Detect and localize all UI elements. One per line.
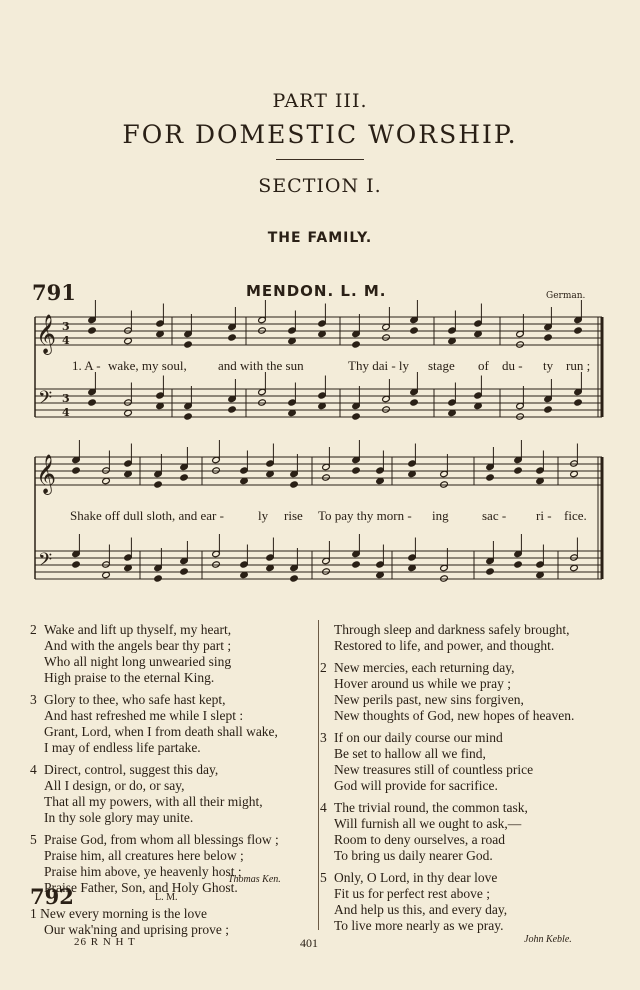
lyric: rise <box>284 508 303 523</box>
column-divider <box>318 620 319 930</box>
lyric: run ; <box>566 358 591 373</box>
staff-lines <box>35 317 602 579</box>
svg-text:3: 3 <box>62 320 70 333</box>
stanza-3: 3 If on our daily course our mind Be set to hallow all we find, New treasures still of countless price God will provide for sacrifice. <box>320 730 534 793</box>
author-attribution: John Keble. <box>524 934 572 945</box>
lyric: Shake off dull sloth, and ear - <box>70 508 224 523</box>
treble-clef-icon: 𝄞 <box>36 454 57 494</box>
stanza-4: 4 Direct, control, suggest this day, All I design, or do, or say, That all my powers, with all their might, In thy sole glory may unite. <box>30 762 263 825</box>
lyric: du - <box>502 358 523 373</box>
stanza-2: 2 Wake and lift up thyself, my heart, And with the angels bear thy part ; Who all night long unwearied sing High praise to the eternal King. <box>30 622 232 685</box>
lyric: ing <box>432 508 449 523</box>
stanza-5: 5 Only, O Lord, in thy dear love Fit us for perfect rest above ; And help us this, and every day, To live more nearly as we pray. <box>320 870 508 933</box>
lyric: To pay thy morn - <box>318 508 412 523</box>
tune-name: MENDON. L. M. <box>246 282 387 300</box>
stanza-3: 3 Glory to thee, who safe hast kept, And hast refreshed me while I slept : Grant, Lord, when I from death shall wake, I may of endless life partake. <box>30 692 278 755</box>
verses-right-column <box>320 622 610 940</box>
subject-heading: THE FAMILY. <box>267 230 373 246</box>
treble-clef-icon: 𝄞 <box>36 314 57 354</box>
lyric: sac - <box>482 508 507 523</box>
author-attribution: Thomas Ken. <box>228 874 281 885</box>
stanza-5: 5 Praise God, from whom all blessings flow ; Praise him, all creatures here below ; Praise him above, ye heavenly host ; Praise Father, Son, and Holy Ghost. <box>30 832 279 895</box>
verses-left-column <box>30 622 315 902</box>
stanza-1-continued: Through sleep and darkness safely brought, Restored to life, and power, and thought. <box>334 622 570 653</box>
lyric: wake, my soul, <box>108 358 187 373</box>
lyric: stage <box>428 358 455 373</box>
bass-clef-icon: 𝄢 <box>38 550 53 575</box>
lyric: 1. A - <box>72 358 101 373</box>
svg-text:4: 4 <box>62 406 70 419</box>
lyric: ly <box>258 508 269 523</box>
svg-text:3: 3 <box>62 392 70 405</box>
hymn-number-792: 792 <box>30 884 74 909</box>
stanza-2: 2 New mercies, each returning day, Hover around us while we pray ; New perils past, new sins forgiven, New thoughts of God, new hopes of heaven. <box>320 660 575 723</box>
lyric: ty <box>543 358 554 373</box>
section-heading: SECTION I. <box>258 175 382 197</box>
hymn-number-791: 791 <box>32 280 76 305</box>
lyric: Thy dai - ly <box>348 358 410 373</box>
meter-label: L. M. <box>155 892 178 903</box>
lyric: and with the sun <box>218 358 304 373</box>
part-heading: PART III. <box>272 90 368 112</box>
barlines <box>35 317 602 579</box>
part-title: FOR DOMESTIC WORSHIP. <box>122 120 518 149</box>
lyric: fice. <box>564 508 587 523</box>
composer-credit: German. <box>546 291 586 301</box>
lyric: ri - <box>536 508 552 523</box>
clefs <box>36 314 70 575</box>
lyric: of <box>478 358 489 373</box>
printer-signature: 26 R N H T <box>74 936 136 948</box>
note-heads <box>72 300 583 582</box>
hymn-792-stanza-1: 1 New every morning is the love Our wak'ning and uprising prove ; <box>30 906 230 937</box>
bass-clef-icon: 𝄢 <box>38 388 53 413</box>
page-number: 401 <box>300 936 318 950</box>
svg-text:4: 4 <box>62 334 70 347</box>
stanza-4: 4 The trivial round, the common task, Will furnish all we ought to ask,— Room to deny ourselves, a road To bring us daily nearer God. <box>320 800 528 863</box>
